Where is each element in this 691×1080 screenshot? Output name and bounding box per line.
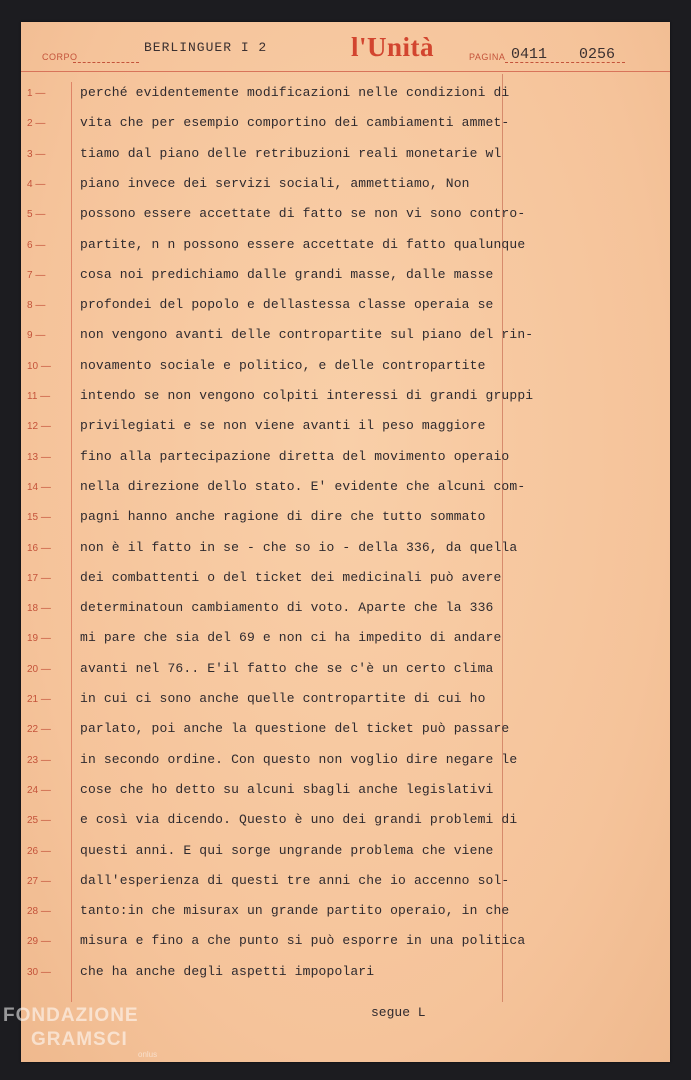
watermark-line-1: FONDAZIONE <box>3 1005 139 1026</box>
foundation-watermark <box>3 1004 139 1052</box>
typed-line: novamento sociale e politico, e delle contropartite <box>80 357 486 373</box>
line-number: 14 — <box>27 481 51 493</box>
typed-line: nella direzione dello stato. E' evidente che alcuni com- <box>80 478 526 494</box>
typed-line: possono essere accettate di fatto se non vi sono contro- <box>80 206 526 222</box>
typescript-sheet <box>21 22 670 1062</box>
typed-line: in secondo ordine. Con questo non voglio dire negare le <box>80 751 518 767</box>
line-number: 2 — <box>27 118 46 130</box>
typed-line: cose che ho detto su alcuni sbagli anche legislativi <box>80 781 494 797</box>
typed-line: fino alla partecipazione diretta del movimento operaio <box>80 448 510 464</box>
segue-note: segue L <box>371 1005 426 1020</box>
typed-line: profondei del popolo e dellastessa classe operaia se <box>80 297 494 313</box>
newspaper-logo: l'Unità <box>351 32 435 62</box>
typed-line: mi pare che sia del 69 e non ci ha impedito di andare <box>80 630 502 646</box>
line-number: 13 — <box>27 451 51 463</box>
line-number: 19 — <box>27 633 51 645</box>
line-number: 10 — <box>27 360 51 372</box>
typed-line: tiamo dal piano delle retribuzioni reali monetarie wl <box>80 145 502 161</box>
line-number: 11 — <box>27 391 51 402</box>
line-number: 7 — <box>27 269 46 281</box>
typed-line: intendo se non vengono colpiti interessi di grandi gruppi <box>80 388 534 403</box>
typed-line: avanti nel 76.. E'il fatto che se c'è un certo clima <box>80 660 494 676</box>
typed-line: cosa noi predichiamo dalle grandi masse, dalle masse <box>80 266 494 282</box>
typed-line: che ha anche degli aspetti impopolari <box>80 963 375 979</box>
line-number: 23 — <box>27 754 51 766</box>
corpo-label: CORPO <box>42 52 78 62</box>
typed-line: determinatoun cambiamento di voto. Aparte che la 336 <box>80 600 494 616</box>
author-heading: BERLINGUER I 2 <box>144 40 268 55</box>
line-number: 27 — <box>27 875 51 887</box>
page-number-b: 0256 <box>579 46 616 63</box>
line-number: 15 — <box>27 512 51 524</box>
line-number: 24 — <box>27 784 51 796</box>
line-number: 3 — <box>27 148 46 160</box>
header-rule <box>21 71 670 72</box>
line-number: 5 — <box>27 209 46 221</box>
pagina-label: PAGINA <box>469 52 506 62</box>
typed-line: tanto:in che misurax un grande partito operaio, in che <box>80 903 510 919</box>
typed-line: perché evidentemente modificazioni nelle condizioni di <box>80 85 510 100</box>
page-number-a: 0411 <box>511 46 548 63</box>
line-number: 4 — <box>27 178 46 190</box>
corpo-field-line <box>73 52 139 63</box>
line-number: 28 — <box>27 906 51 918</box>
line-number: 22 — <box>27 724 51 736</box>
typed-line: in cui ci sono anche quelle contropartite di cui ho <box>80 691 486 706</box>
left-margin-rule <box>71 82 72 1002</box>
typed-line: non vengono avanti delle contropartite sul piano del rin- <box>80 327 534 343</box>
line-number: 9 — <box>27 330 46 342</box>
line-number: 1 — <box>27 88 46 99</box>
typed-line: vita che per esempio comportino dei cambiamenti ammet- <box>80 115 510 131</box>
typed-line: pagni hanno anche ragione di dire che tutto sommato <box>80 509 486 525</box>
typed-line: parlato, poi anche la questione del ticket può passare <box>80 721 510 737</box>
typed-line: e così via dicendo. Questo è uno dei grandi problemi di <box>80 812 518 828</box>
line-number: 29 — <box>27 936 51 948</box>
typed-line: piano invece dei servizi sociali, ammettiamo, Non <box>80 175 470 191</box>
line-number: 12 — <box>27 421 51 433</box>
typed-line: questi anni. E qui sorge ungrande problema che viene <box>80 842 494 858</box>
typed-line: dall'esperienza di questi tre anni che io accenno sol- <box>80 872 510 888</box>
typed-line: non è il fatto in se - che so io - della 336, da quella <box>80 539 518 555</box>
line-number: 20 — <box>27 663 51 675</box>
typed-line: partite, n n possono essere accettate di fatto qualunque <box>80 236 526 252</box>
line-number: 21 — <box>27 694 51 705</box>
line-number: 16 — <box>27 542 51 554</box>
line-number: 18 — <box>27 603 51 615</box>
line-number: 8 — <box>27 300 46 312</box>
typed-line: dei combattenti o del ticket dei medicinali può avere <box>80 569 502 585</box>
line-number: 6 — <box>27 239 46 251</box>
typed-line: misura e fino a che punto si può esporre in una politica <box>80 933 526 949</box>
watermark-small: onlus <box>138 1050 158 1059</box>
line-number: 17 — <box>27 572 51 584</box>
line-number: 26 — <box>27 845 51 857</box>
line-number: 25 — <box>27 815 51 827</box>
typed-line: privilegiati e se non viene avanti il peso maggiore <box>80 418 486 434</box>
watermark-line-2: GRAMSCI <box>31 1029 128 1050</box>
line-number: 30 — <box>27 966 51 978</box>
